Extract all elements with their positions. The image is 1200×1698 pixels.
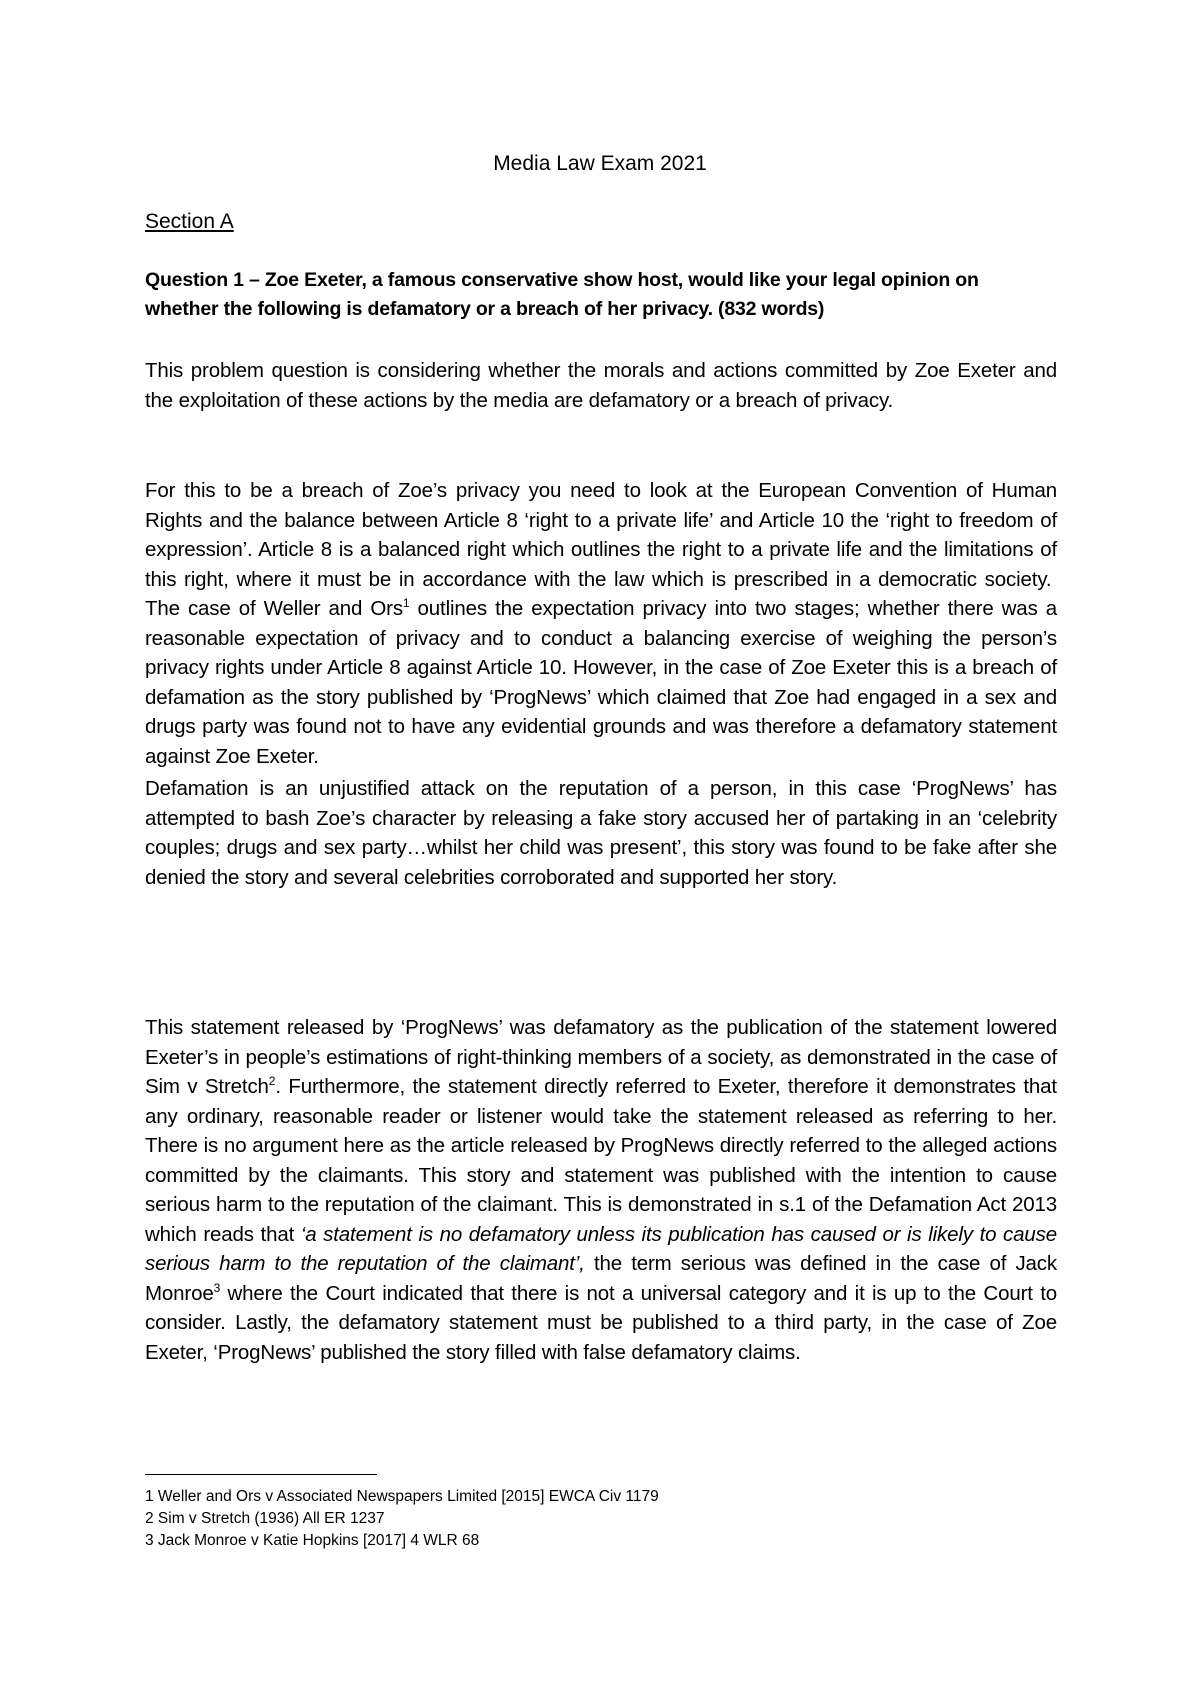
paragraph-privacy-text-b: outlines the expectation privacy into two stages; whether there was a reasonable expectation of privacy and to conduct a balancing exercise of weighing the person’s privacy rights under Article 8 against Article 10. However, in the case of Zoe Exeter this is a breach of defamation as the story published by ‘ProgNews’ which claimed that Zoe had engaged in a sex and drugs party was found not to have any evidential grounds and was therefore a defamatory statement against Zoe Exeter. <box>145 597 1057 768</box>
footnote-divider <box>145 1474 377 1475</box>
paragraph-statement-text-c: the term serious was defined in the case of Jack Monroe <box>145 1252 1057 1305</box>
paragraph-defamation: Defamation is an unjustified attack on the reputation of a person, in this case ‘ProgNews’ has attempted to bash Zoe’s character by releasing a fake story accused her of partaking in an ‘celebrity couples; drugs and sex party…whilst her child was present’, this story was found to be fake after she denied the story and several celebrities corroborated and supported her story. <box>145 777 1057 889</box>
footnote-2: 2 Sim v Stretch (1936) All ER 1237 <box>145 1510 385 1527</box>
paragraph-statement <box>145 1013 1057 1367</box>
page-title: Media Law Exam 2021 <box>493 152 707 175</box>
paragraph-statement-text-b: . Furthermore, the statement directly referred to Exeter, therefore it demonstrates that any ordinary, reasonable reader or listener would take the statement released as referring to her. There is no argument here as the article released by ProgNews directly referred to the alleged actions committed by the claimants. This story and statement was published with the intention to cause serious harm to the reputation of the claimant. This is demonstrated in s.1 of the Defamation Act 2013 which reads that <box>145 1075 1057 1246</box>
paragraph-privacy <box>145 476 1057 771</box>
footnote-ref-3: 3 <box>213 1280 221 1295</box>
paragraph-intro: This problem question is considering whether the morals and actions committed by Zoe Exeter and the exploitation of these actions by the media are defamatory or a breach of privacy. <box>145 359 1057 412</box>
footnote-3: 3 Jack Monroe v Katie Hopkins [2017] 4 WLR 68 <box>145 1532 480 1549</box>
paragraph-privacy-text-a: For this to be a breach of Zoe’s privacy you need to look at the European Convention of Human Rights and the balance between Article 8 ‘right to a private life’ and Article 10 the ‘right to freedom of expression’. Article 8 is a balanced right which outlines the right to a private life and the limitations of this right, where it must be in accordance with the law which is prescribed in a democratic society. The case of Weller and Ors <box>145 479 1057 620</box>
footnotes <box>145 1486 1045 1552</box>
footnote-ref-1: 1 <box>402 596 410 611</box>
section-heading: Section A <box>145 210 234 233</box>
footnote-ref-2: 2 <box>268 1074 276 1089</box>
paragraph-statement-text-a: This statement released by ‘ProgNews’ was defamatory as the publication of the statement lowered Exeter’s in people’s estimations of right-thinking members of a society, as demonstrated in the case of Sim v Stretch <box>145 1016 1057 1098</box>
paragraph-statement-text-d: where the Court indicated that there is not a universal category and it is up to the Court to consider. Lastly, the defamatory statement must be published to a third party, in the case of Zoe Exeter, ‘ProgNews’ published the story filled with false defamatory claims. <box>145 1281 1057 1364</box>
question-heading: Question 1 – Zoe Exeter, a famous conservative show host, would like your legal opinion on whether the following is defamatory or a breach of her privacy. (832 words) <box>145 269 979 320</box>
statutory-quote: ‘a statement is no defamatory unless its publication has caused or is likely to cause serious harm to the reputation of the claimant’, <box>145 1222 1057 1275</box>
footnote-1: 1 Weller and Ors v Associated Newspapers Limited [2015] EWCA Civ 1179 <box>145 1488 659 1505</box>
